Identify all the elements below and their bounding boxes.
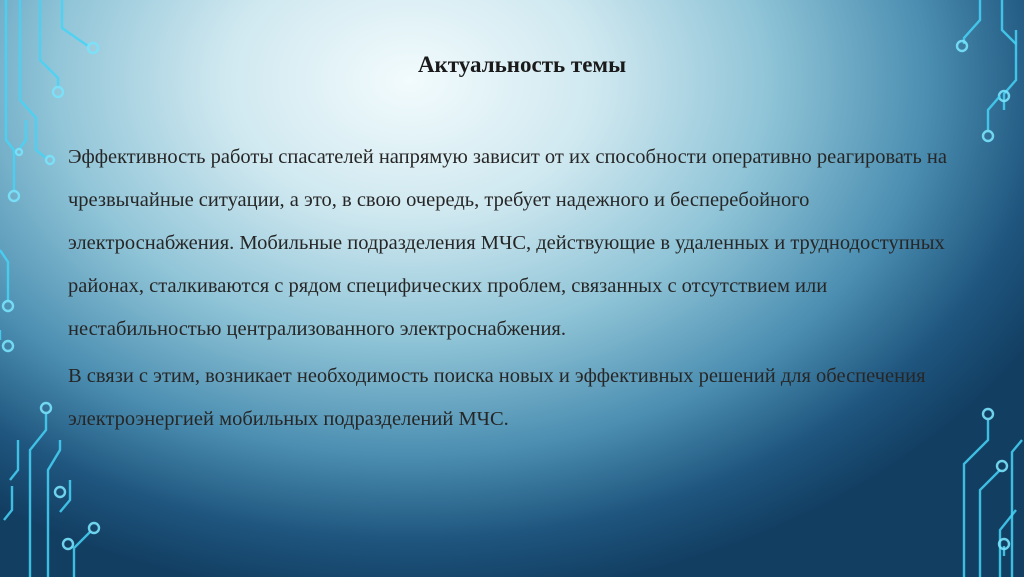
body-paragraph-2: В связи с этим, возникает необходимость поиска новых и эффективных решений для обеспечения электроэнергией мобильных подразделений МЧС. — [68, 365, 926, 430]
slide-body — [68, 136, 968, 441]
slide-title: Актуальность темы — [417, 52, 627, 77]
body-paragraph-1: Эффективность работы спасателей напрямую зависит от их способности оперативно реагировать на чрезвычайные ситуации, а это, в свою очередь, требует надежного и бесперебойного электроснабжения. Мобильные подразделения МЧС, действующие в удаленных и труднодоступных районах, сталкиваются с рядом специфических проблем, связанных с отсутствием или нестабильностью централизованного электроснабжения. — [68, 146, 947, 340]
